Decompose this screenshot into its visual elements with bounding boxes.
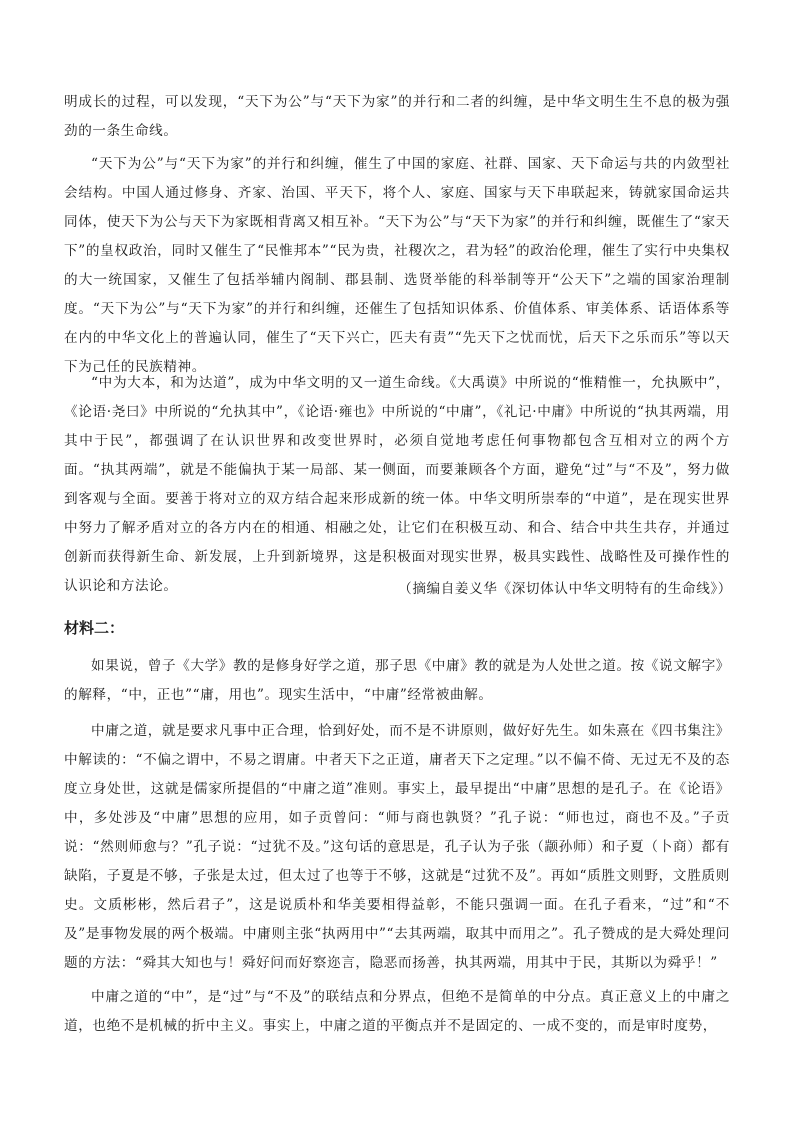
paragraph-zhongyong-zhidao: 中庸之道，就是要求凡事中正合理，恰到好处，而不是不讲原则，做好好先生。如朱熹在《四书集注》中解读的：“不偏之谓中，不易之谓庸。中者天下之正道，庸者天下之定理。”以不偏不倚、无过无不及的态度立身处世，这就是儒家所提倡的“中庸之道”准则。事实上，最早提出“中庸”思想的是孔子。在《论语》中，多处涉及“中庸”思想的应用，如子贡曾问：“师与商也孰贤？”孔子说：“师也过，商也不及。”子贡说：“然则师愈与？”孔子说：“过犹不及。”这句话的意思是，孔子认为子张（颛孙师）和子夏（卜商）都有缺陷，子夏是不够，子张是太过，但太过了也等于不够，这就是“过犹不及”。再如“质胜文则野，文胜质则史。文质彬彬，然后君子”，这是说质朴和华美要相得益彰，不能只强调一面。在孔子看来，“过”和“不及”是事物发展的两个极端。中庸则主张“执两用中”“去其两端，取其中而用之”。孔子赞成的是大舜处理问题的方法：“舜其大知也与！舜好问而好察迩言，隐恶而扬善，执其两端，用其中于民，其斯以为舜乎！” <box>64 723 730 971</box>
section-heading: 材料二： <box>64 619 125 637</box>
paragraph-continuation: 明成长的过程，可以发现，“天下为公”与“天下为家”的并行和二者的纠缠，是中华文明生生不息的极为强劲的一条生命线。 <box>64 94 730 139</box>
paragraph-zhong-he: “中为大本，和为达道”，成为中华文明的又一道生命线。《大禹谟》中所说的“惟精惟一，允执厥中”，《论语·尧曰》中所说的“允执其中”，《论语·雍也》中所说的“中庸”，《礼记·中庸》中所说的“执其两端，用其中于民”，都强调了在认识世界和改变世界时，必须自觉地考虑任何事物都包含互相对立的两个方面。“执其两端”，就是不能偏执于某一局部、某一侧面，而要兼顾各个方面，避免“过”与“不及”，努力做到客观与全面。要善于将对立的双方结合起来形成新的统一体。中华文明所崇奉的“中道”，是在现实世界中努力了解矛盾对立的各方内在的相通、相融之处，让它们在积极互动、和合、结合中共生共存，并通过创新而获得新生命、新发展，上升到新境界，这是积极面对现实世界，极具实践性、战略性及可操作性的认识论和方法论。 <box>64 375 730 594</box>
paragraph-daxue-zhongyong: 如果说，曾子《大学》教的是修身好学之道，那子思《中庸》教的就是为人处世之道。按《说文解字》的解释，“中，正也”“庸，用也”。现实生活中，“中庸”经常被曲解。 <box>64 658 730 703</box>
source-citation: （摘编自姜义华《深切体认中华文明特有的生命线》） <box>398 581 732 597</box>
paragraph-zhong-meaning: 中庸之道的“中”，是“过”与“不及”的联结点和分界点，但绝不是简单的中分点。真正意义上的中庸之道，也绝不是机械的折中主义。事实上，中庸之道的平衡点并不是固定的、一成不变的，而是审时度势， <box>64 989 730 1034</box>
paragraph-tianxia: “天下为公”与“天下为家”的并行和纠缠，催生了中国的家庭、社群、国家、天下命运与共的内敛型社会结构。中国人通过修身、齐家、治国、平天下，将个人、家庭、国家与天下串联起来，铸就家国命运共同体，使天下为公与天下为家既相背离又相互补。“天下为公”与“天下为家”的并行和纠缠，既催生了“家天下”的皇权政治，同时又催生了“民惟邦本”“民为贵，社稷次之，君为轻”的政治伦理，催生了实行中央集权的大一统国家，又催生了包括举辅内阁制、郡县制、选贤举能的科举制等开“公天下”之端的国家治理制度。“天下为公”与“天下为家”的并行和纠缠，还催生了包括知识体系、价值体系、审美体系、话语体系等在内的中华文化上的普遍认同，催生了“天下兴亡，匹夫有责”“先天下之忧而忧，后天下之乐而乐”等以天下为己任的民族精神。 <box>64 156 730 375</box>
